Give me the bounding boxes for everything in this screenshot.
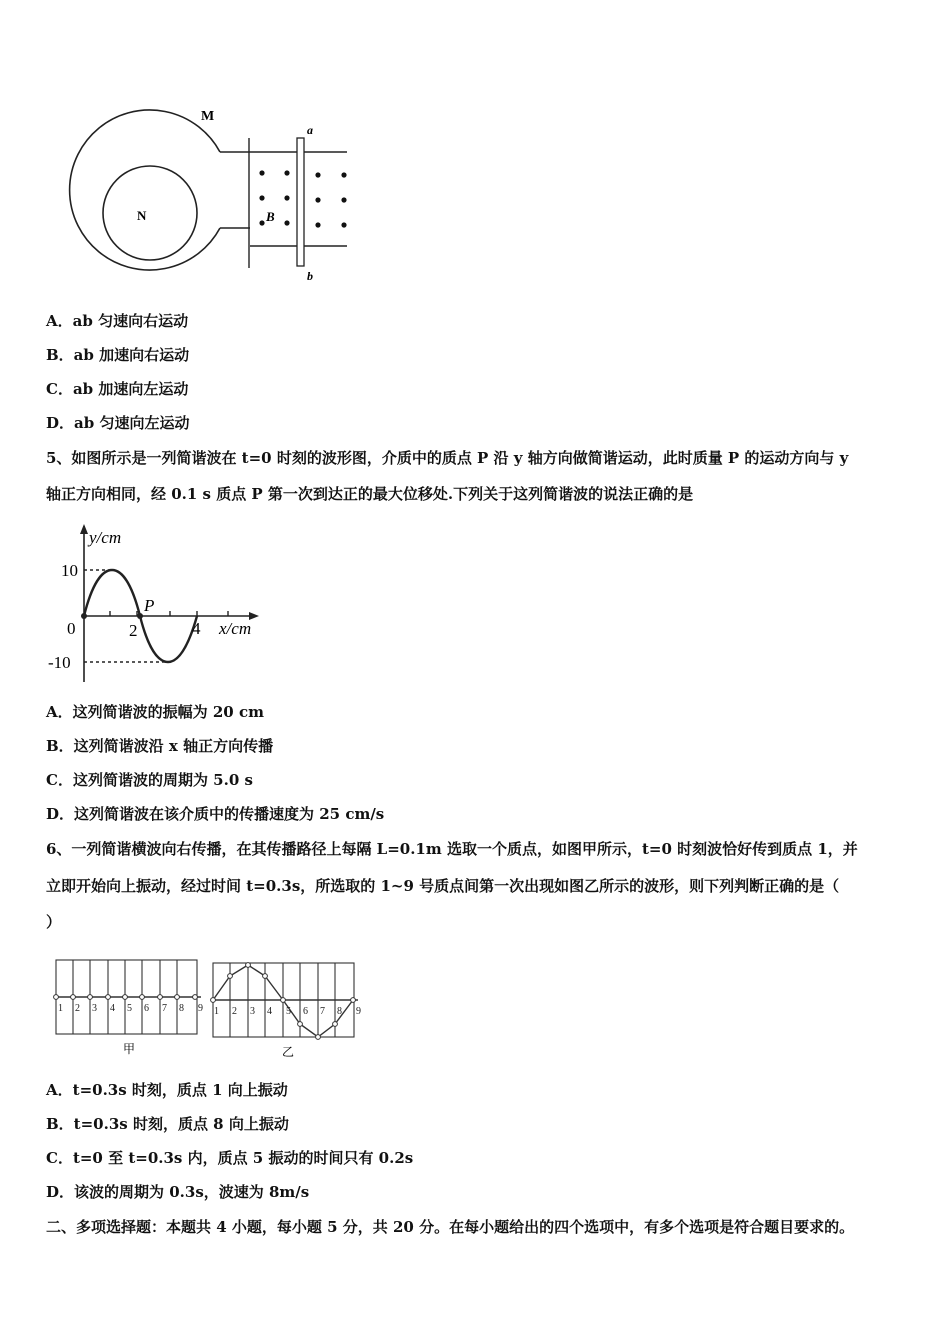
q4-option-d: D．ab 匀速向左运动 bbox=[46, 414, 190, 432]
yi-point-8: 8 bbox=[337, 1006, 342, 1017]
q4-option-c: C．ab 加速向左运动 bbox=[46, 380, 189, 398]
label-m: M bbox=[201, 109, 215, 124]
tick-label-4: 4 bbox=[192, 619, 201, 638]
yi-point-6: 6 bbox=[303, 1006, 308, 1017]
jia-point-6: 6 bbox=[144, 1003, 149, 1014]
x-axis-label: x/cm bbox=[219, 619, 252, 638]
label-n: N bbox=[137, 208, 147, 223]
yi-point-2: 2 bbox=[232, 1006, 237, 1017]
q4-option-b: B．ab 加速向右运动 bbox=[46, 346, 190, 364]
point-labels-yi bbox=[214, 1006, 361, 1017]
q5-stem-line2: 轴正方向相同，经 0.1 s 质点 P 第一次到达正的最大位移处.下列关于这列简谐波的说法正确的是 bbox=[46, 485, 694, 503]
q5-stem-line1: 5、如图所示是一列简谐波在 t=0 时刻的波形图，介质中的质点 P 沿 y 轴方向做简谐运动，此时质量 P 的运动方向与 y bbox=[46, 449, 849, 467]
q6-option-a: A．t=0.3s 时刻，质点 1 向上振动 bbox=[46, 1081, 288, 1099]
q6-figure bbox=[50, 952, 370, 1067]
q6-option-b: B．t=0.3s 时刻，质点 8 向上振动 bbox=[46, 1115, 289, 1133]
yi-point-5: 5 bbox=[286, 1006, 291, 1017]
jia-point-8: 8 bbox=[179, 1003, 184, 1014]
inner-circle-n bbox=[103, 166, 197, 260]
label-field-b: B bbox=[266, 209, 275, 224]
point-p bbox=[137, 613, 143, 619]
point-labels-jia bbox=[58, 1003, 203, 1014]
yi-point-4: 4 bbox=[267, 1006, 272, 1017]
y-axis-label: y/cm bbox=[89, 528, 122, 547]
label-b: b bbox=[307, 269, 313, 283]
rod-ab bbox=[297, 138, 304, 266]
tick-label-2: 2 bbox=[129, 621, 138, 640]
q4-figure bbox=[55, 100, 365, 290]
q5-option-c: C．这列简谐波的周期为 5.0 s bbox=[46, 771, 253, 789]
tick-label-10: 10 bbox=[61, 561, 78, 580]
yi-point-7: 7 bbox=[320, 1006, 325, 1017]
q4-option-a: A．ab 匀速向右运动 bbox=[46, 312, 189, 330]
q6-stem-line1: 6、一列简谐横波向右传播，在其传播路径上每隔 L=0.1m 选取一个质点，如图甲所示，t=0 时刻波恰好传到质点 1，并 bbox=[46, 840, 858, 858]
yi-point-9: 9 bbox=[356, 1006, 361, 1017]
points-jia bbox=[54, 995, 198, 1000]
q5-wave-figure bbox=[45, 522, 275, 690]
jia-point-5: 5 bbox=[127, 1003, 132, 1014]
jia-point-7: 7 bbox=[162, 1003, 167, 1014]
label-p: P bbox=[144, 596, 155, 615]
q6-stem-line2: 立即开始向上振动，经过时间 t=0.3s，所选取的 1~9 号质点间第一次出现如图乙所示的波形，则下列判断正确的是（ bbox=[46, 877, 840, 895]
point-origin bbox=[81, 613, 87, 619]
jia-point-9: 9 bbox=[198, 1003, 203, 1014]
q6-option-c: C．t=0 至 t=0.3s 内，质点 5 振动的时间只有 0.2s bbox=[46, 1149, 414, 1167]
y-axis-arrow bbox=[80, 524, 88, 534]
ring-m bbox=[70, 110, 250, 270]
q5-option-d: D．这列简谐波在该介质中的传播速度为 25 cm/s bbox=[46, 805, 385, 823]
q6-option-d: D．该波的周期为 0.3s，波速为 8m/s bbox=[46, 1183, 310, 1201]
tick-label-neg10: -10 bbox=[48, 653, 71, 672]
label-yi: 乙 bbox=[282, 1045, 295, 1059]
jia-point-3: 3 bbox=[92, 1003, 97, 1014]
section2-heading: 二、多项选择题：本题共 4 小题，每小题 5 分，共 20 分。在每小题给出的四个选项中，有多个选项是符合题目要求的。 bbox=[46, 1218, 855, 1236]
label-jia: 甲 bbox=[123, 1042, 136, 1056]
jia-point-1: 1 bbox=[58, 1003, 63, 1014]
q5-option-b: B．这列简谐波沿 x 轴正方向传播 bbox=[46, 737, 274, 755]
tick-label-0: 0 bbox=[67, 619, 76, 638]
jia-point-4: 4 bbox=[110, 1003, 115, 1014]
q6-stem-line3: ） bbox=[46, 913, 62, 931]
jia-point-2: 2 bbox=[75, 1003, 80, 1014]
yi-point-1: 1 bbox=[214, 1006, 219, 1017]
yi-point-3: 3 bbox=[250, 1006, 255, 1017]
label-a: a bbox=[307, 123, 313, 137]
q5-option-a: A．这列简谐波的振幅为 20 cm bbox=[46, 703, 264, 721]
